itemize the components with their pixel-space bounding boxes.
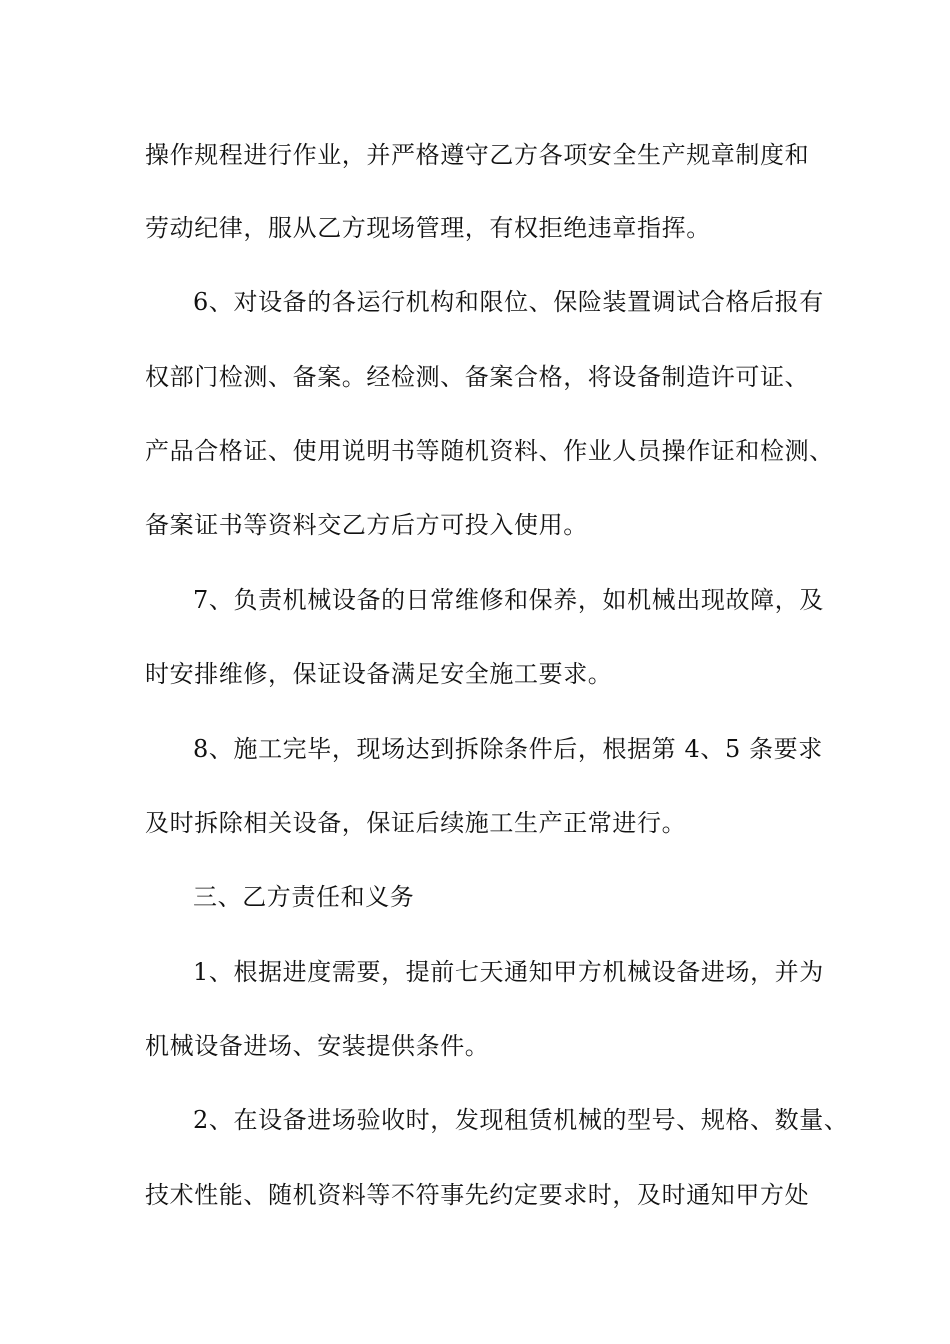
text-line: 机械设备进场、安装提供条件。 [145, 1032, 490, 1060]
paragraph-7-start: 7、负责机械设备的日常维修和保养，如机械出现故障，及 [193, 586, 824, 614]
paragraph-2-start: 2、在设备进场验收时，发现租赁机械的型号、规格、数量、 [193, 1106, 849, 1134]
text-line: 产品合格证、使用说明书等随机资料、作业人员操作证和检测、 [145, 437, 834, 465]
text-line: 操作规程进行作业，并严格遵守乙方各项安全生产规章制度和 [145, 141, 810, 169]
section-heading: 三、乙方责任和义务 [193, 883, 415, 911]
text-line: 时安排维修，保证设备满足安全施工要求。 [145, 660, 613, 688]
paragraph-1-start: 1、根据进度需要，提前七天通知甲方机械设备进场，并为 [193, 958, 824, 986]
text-line: 权部门检测、备案。经检测、备案合格，将设备制造许可证、 [145, 363, 810, 391]
text-line: 备案证书等资料交乙方后方可投入使用。 [145, 511, 588, 539]
text-line: 及时拆除相关设备，保证后续施工生产正常进行。 [145, 809, 687, 837]
text-line: 技术性能、随机资料等不符事先约定要求时，及时通知甲方处 [145, 1181, 810, 1209]
paragraph-6-start: 6、对设备的各运行机构和限位、保险装置调试合格后报有 [193, 288, 824, 316]
text-line: 劳动纪律，服从乙方现场管理，有权拒绝违章指挥。 [145, 214, 711, 242]
paragraph-8-start: 8、施工完毕，现场达到拆除条件后，根据第 4、5 条要求 [193, 735, 823, 763]
